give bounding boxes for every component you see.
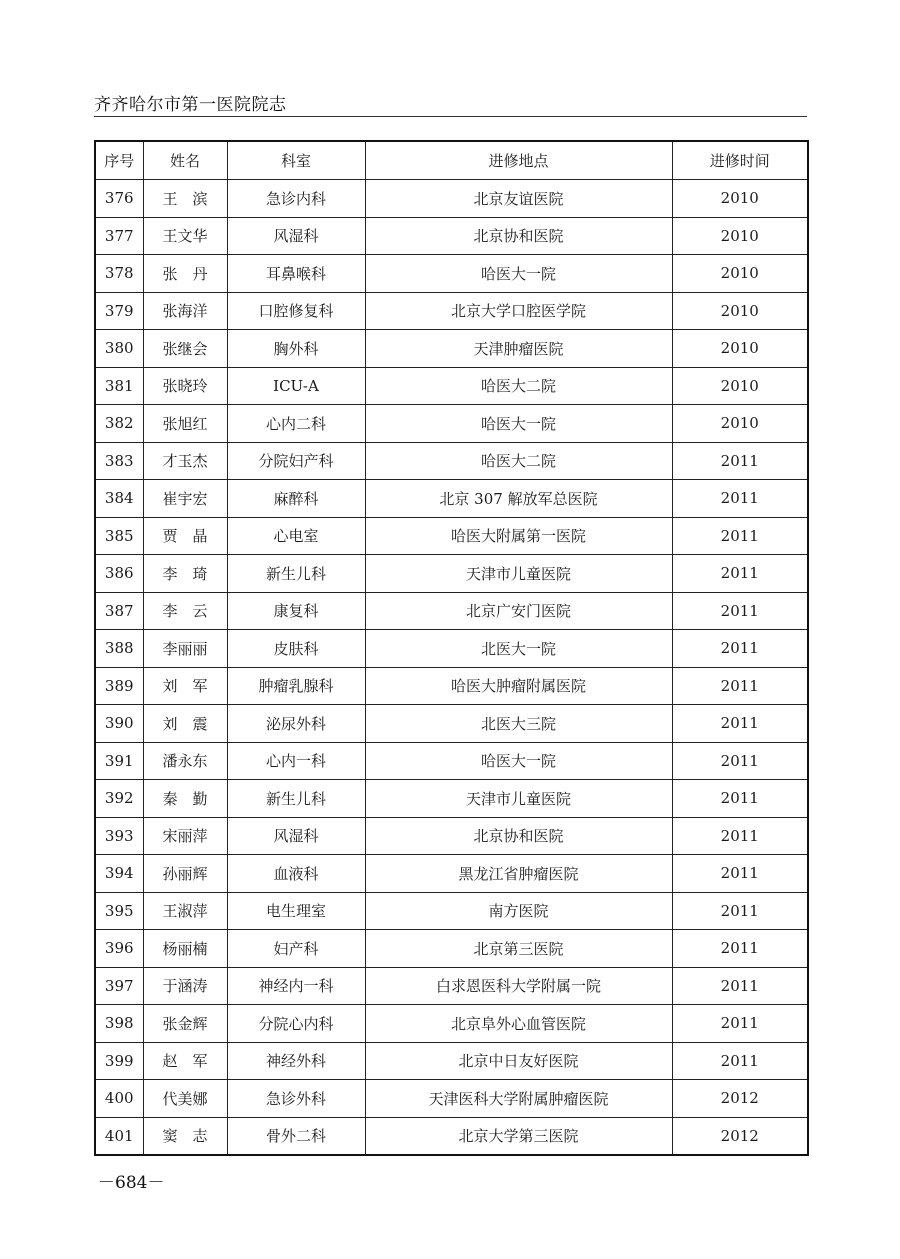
cell-name: 王文华 [143, 217, 227, 255]
cell-department: ICU-A [227, 367, 365, 405]
cell-department: 分院心内科 [227, 1005, 365, 1043]
cell-index: 396 [95, 930, 143, 968]
cell-department: 耳鼻喉科 [227, 255, 365, 293]
cell-name: 宋丽萍 [143, 817, 227, 855]
cell-location: 哈医大一院 [365, 255, 672, 293]
cell-index: 381 [95, 367, 143, 405]
cell-index: 377 [95, 217, 143, 255]
table-row [95, 967, 808, 1005]
cell-department: 麻醉科 [227, 480, 365, 518]
cell-year: 2011 [672, 1005, 808, 1043]
table-row [95, 705, 808, 743]
header-training-year: 进修时间 [672, 141, 808, 180]
cell-index: 390 [95, 705, 143, 743]
table-row [95, 1080, 808, 1118]
header-rule [94, 116, 807, 117]
table-row [95, 742, 808, 780]
cell-year: 2011 [672, 1042, 808, 1080]
cell-location: 北京阜外心血管医院 [365, 1005, 672, 1043]
cell-year: 2011 [672, 667, 808, 705]
cell-department: 皮肤科 [227, 630, 365, 668]
table-row [95, 517, 808, 555]
header-training-location: 进修地点 [365, 141, 672, 180]
cell-department: 分院妇产科 [227, 442, 365, 480]
cell-year: 2011 [672, 517, 808, 555]
cell-index: 376 [95, 180, 143, 218]
cell-index: 380 [95, 330, 143, 368]
cell-department: 口腔修复科 [227, 292, 365, 330]
cell-name: 崔宇宏 [143, 480, 227, 518]
cell-index: 392 [95, 780, 143, 818]
cell-index: 378 [95, 255, 143, 293]
cell-year: 2011 [672, 780, 808, 818]
cell-name: 潘永东 [143, 742, 227, 780]
cell-name: 窦 志 [143, 1117, 227, 1155]
table-row [95, 442, 808, 480]
cell-name: 张晓玲 [143, 367, 227, 405]
cell-name: 刘 震 [143, 705, 227, 743]
cell-location: 北京 307 解放军总医院 [365, 480, 672, 518]
table-row [95, 630, 808, 668]
cell-index: 379 [95, 292, 143, 330]
cell-name: 于涵涛 [143, 967, 227, 1005]
cell-year: 2010 [672, 180, 808, 218]
table-row [95, 367, 808, 405]
cell-location: 北京中日友好医院 [365, 1042, 672, 1080]
cell-index: 400 [95, 1080, 143, 1118]
table-row [95, 892, 808, 930]
cell-department: 新生儿科 [227, 780, 365, 818]
cell-name: 杨丽楠 [143, 930, 227, 968]
header-department: 科室 [227, 141, 365, 180]
cell-department: 心内一科 [227, 742, 365, 780]
cell-year: 2011 [672, 817, 808, 855]
cell-index: 391 [95, 742, 143, 780]
cell-department: 新生儿科 [227, 555, 365, 593]
cell-location: 哈医大一院 [365, 742, 672, 780]
table-row [95, 930, 808, 968]
cell-location: 北京第三医院 [365, 930, 672, 968]
cell-location: 北京大学第三医院 [365, 1117, 672, 1155]
cell-year: 2011 [672, 442, 808, 480]
cell-department: 妇产科 [227, 930, 365, 968]
cell-year: 2011 [672, 555, 808, 593]
cell-location: 南方医院 [365, 892, 672, 930]
cell-name: 才玉杰 [143, 442, 227, 480]
table-row [95, 780, 808, 818]
cell-location: 北京协和医院 [365, 217, 672, 255]
cell-department: 血液科 [227, 855, 365, 893]
cell-department: 康复科 [227, 592, 365, 630]
running-head: 齐齐哈尔市第一医院院志 [94, 95, 287, 115]
cell-location: 哈医大二院 [365, 367, 672, 405]
table-row [95, 1042, 808, 1080]
header-name: 姓名 [143, 141, 227, 180]
cell-year: 2010 [672, 367, 808, 405]
cell-year: 2011 [672, 855, 808, 893]
cell-name: 贾 晶 [143, 517, 227, 555]
cell-location: 黑龙江省肿瘤医院 [365, 855, 672, 893]
cell-name: 张继会 [143, 330, 227, 368]
table-row [95, 405, 808, 443]
cell-location: 北京友谊医院 [365, 180, 672, 218]
cell-name: 王 滨 [143, 180, 227, 218]
cell-name: 张海洋 [143, 292, 227, 330]
cell-index: 388 [95, 630, 143, 668]
table-row [95, 1005, 808, 1043]
cell-year: 2010 [672, 217, 808, 255]
cell-name: 李丽丽 [143, 630, 227, 668]
cell-name: 赵 军 [143, 1042, 227, 1080]
cell-location: 北医大一院 [365, 630, 672, 668]
cell-name: 张金辉 [143, 1005, 227, 1043]
cell-year: 2011 [672, 705, 808, 743]
cell-department: 胸外科 [227, 330, 365, 368]
cell-name: 秦 勤 [143, 780, 227, 818]
cell-department: 电生理室 [227, 892, 365, 930]
cell-name: 代美娜 [143, 1080, 227, 1118]
cell-index: 401 [95, 1117, 143, 1155]
cell-index: 382 [95, 405, 143, 443]
cell-index: 386 [95, 555, 143, 593]
cell-year: 2012 [672, 1080, 808, 1118]
cell-year: 2011 [672, 742, 808, 780]
table-header-row [95, 141, 808, 180]
header-index: 序号 [95, 141, 143, 180]
cell-name: 王淑萍 [143, 892, 227, 930]
cell-index: 398 [95, 1005, 143, 1043]
cell-location: 天津市儿童医院 [365, 555, 672, 593]
cell-year: 2011 [672, 967, 808, 1005]
cell-name: 李 琦 [143, 555, 227, 593]
cell-year: 2010 [672, 330, 808, 368]
table-row [95, 555, 808, 593]
cell-index: 389 [95, 667, 143, 705]
cell-year: 2011 [672, 480, 808, 518]
cell-year: 2011 [672, 930, 808, 968]
training-roster-table [94, 140, 809, 1156]
cell-department: 急诊外科 [227, 1080, 365, 1118]
cell-year: 2011 [672, 892, 808, 930]
cell-year: 2011 [672, 630, 808, 668]
table-row [95, 217, 808, 255]
cell-department: 泌尿外科 [227, 705, 365, 743]
cell-department: 神经内一科 [227, 967, 365, 1005]
cell-location: 北京协和医院 [365, 817, 672, 855]
cell-location: 哈医大一院 [365, 405, 672, 443]
cell-department: 心内二科 [227, 405, 365, 443]
table-row [95, 592, 808, 630]
cell-index: 394 [95, 855, 143, 893]
cell-location: 白求恩医科大学附属一院 [365, 967, 672, 1005]
cell-index: 387 [95, 592, 143, 630]
cell-location: 天津肿瘤医院 [365, 330, 672, 368]
cell-index: 393 [95, 817, 143, 855]
cell-year: 2010 [672, 292, 808, 330]
cell-location: 哈医大肿瘤附属医院 [365, 667, 672, 705]
cell-name: 刘 军 [143, 667, 227, 705]
table-row [95, 292, 808, 330]
cell-location: 北医大三院 [365, 705, 672, 743]
table-row [95, 855, 808, 893]
cell-year: 2010 [672, 255, 808, 293]
table-body [95, 180, 808, 1156]
cell-department: 急诊内科 [227, 180, 365, 218]
cell-year: 2012 [672, 1117, 808, 1155]
cell-index: 383 [95, 442, 143, 480]
cell-name: 张 丹 [143, 255, 227, 293]
table-row [95, 330, 808, 368]
cell-location: 北京大学口腔医学院 [365, 292, 672, 330]
page-number: －684－ [98, 1173, 165, 1193]
cell-name: 孙丽辉 [143, 855, 227, 893]
cell-location: 天津医科大学附属肿瘤医院 [365, 1080, 672, 1118]
table-row [95, 667, 808, 705]
cell-department: 神经外科 [227, 1042, 365, 1080]
cell-index: 399 [95, 1042, 143, 1080]
cell-location: 哈医大二院 [365, 442, 672, 480]
table-row [95, 1117, 808, 1155]
cell-name: 李 云 [143, 592, 227, 630]
cell-department: 风湿科 [227, 217, 365, 255]
cell-index: 384 [95, 480, 143, 518]
cell-location: 北京广安门医院 [365, 592, 672, 630]
cell-index: 385 [95, 517, 143, 555]
cell-location: 哈医大附属第一医院 [365, 517, 672, 555]
table-row [95, 817, 808, 855]
cell-index: 395 [95, 892, 143, 930]
table-row [95, 180, 808, 218]
table-row [95, 255, 808, 293]
cell-department: 肿瘤乳腺科 [227, 667, 365, 705]
table-row [95, 480, 808, 518]
cell-name: 张旭红 [143, 405, 227, 443]
cell-location: 天津市儿童医院 [365, 780, 672, 818]
cell-year: 2010 [672, 405, 808, 443]
cell-year: 2011 [672, 592, 808, 630]
cell-index: 397 [95, 967, 143, 1005]
cell-department: 心电室 [227, 517, 365, 555]
cell-department: 骨外二科 [227, 1117, 365, 1155]
cell-department: 风湿科 [227, 817, 365, 855]
